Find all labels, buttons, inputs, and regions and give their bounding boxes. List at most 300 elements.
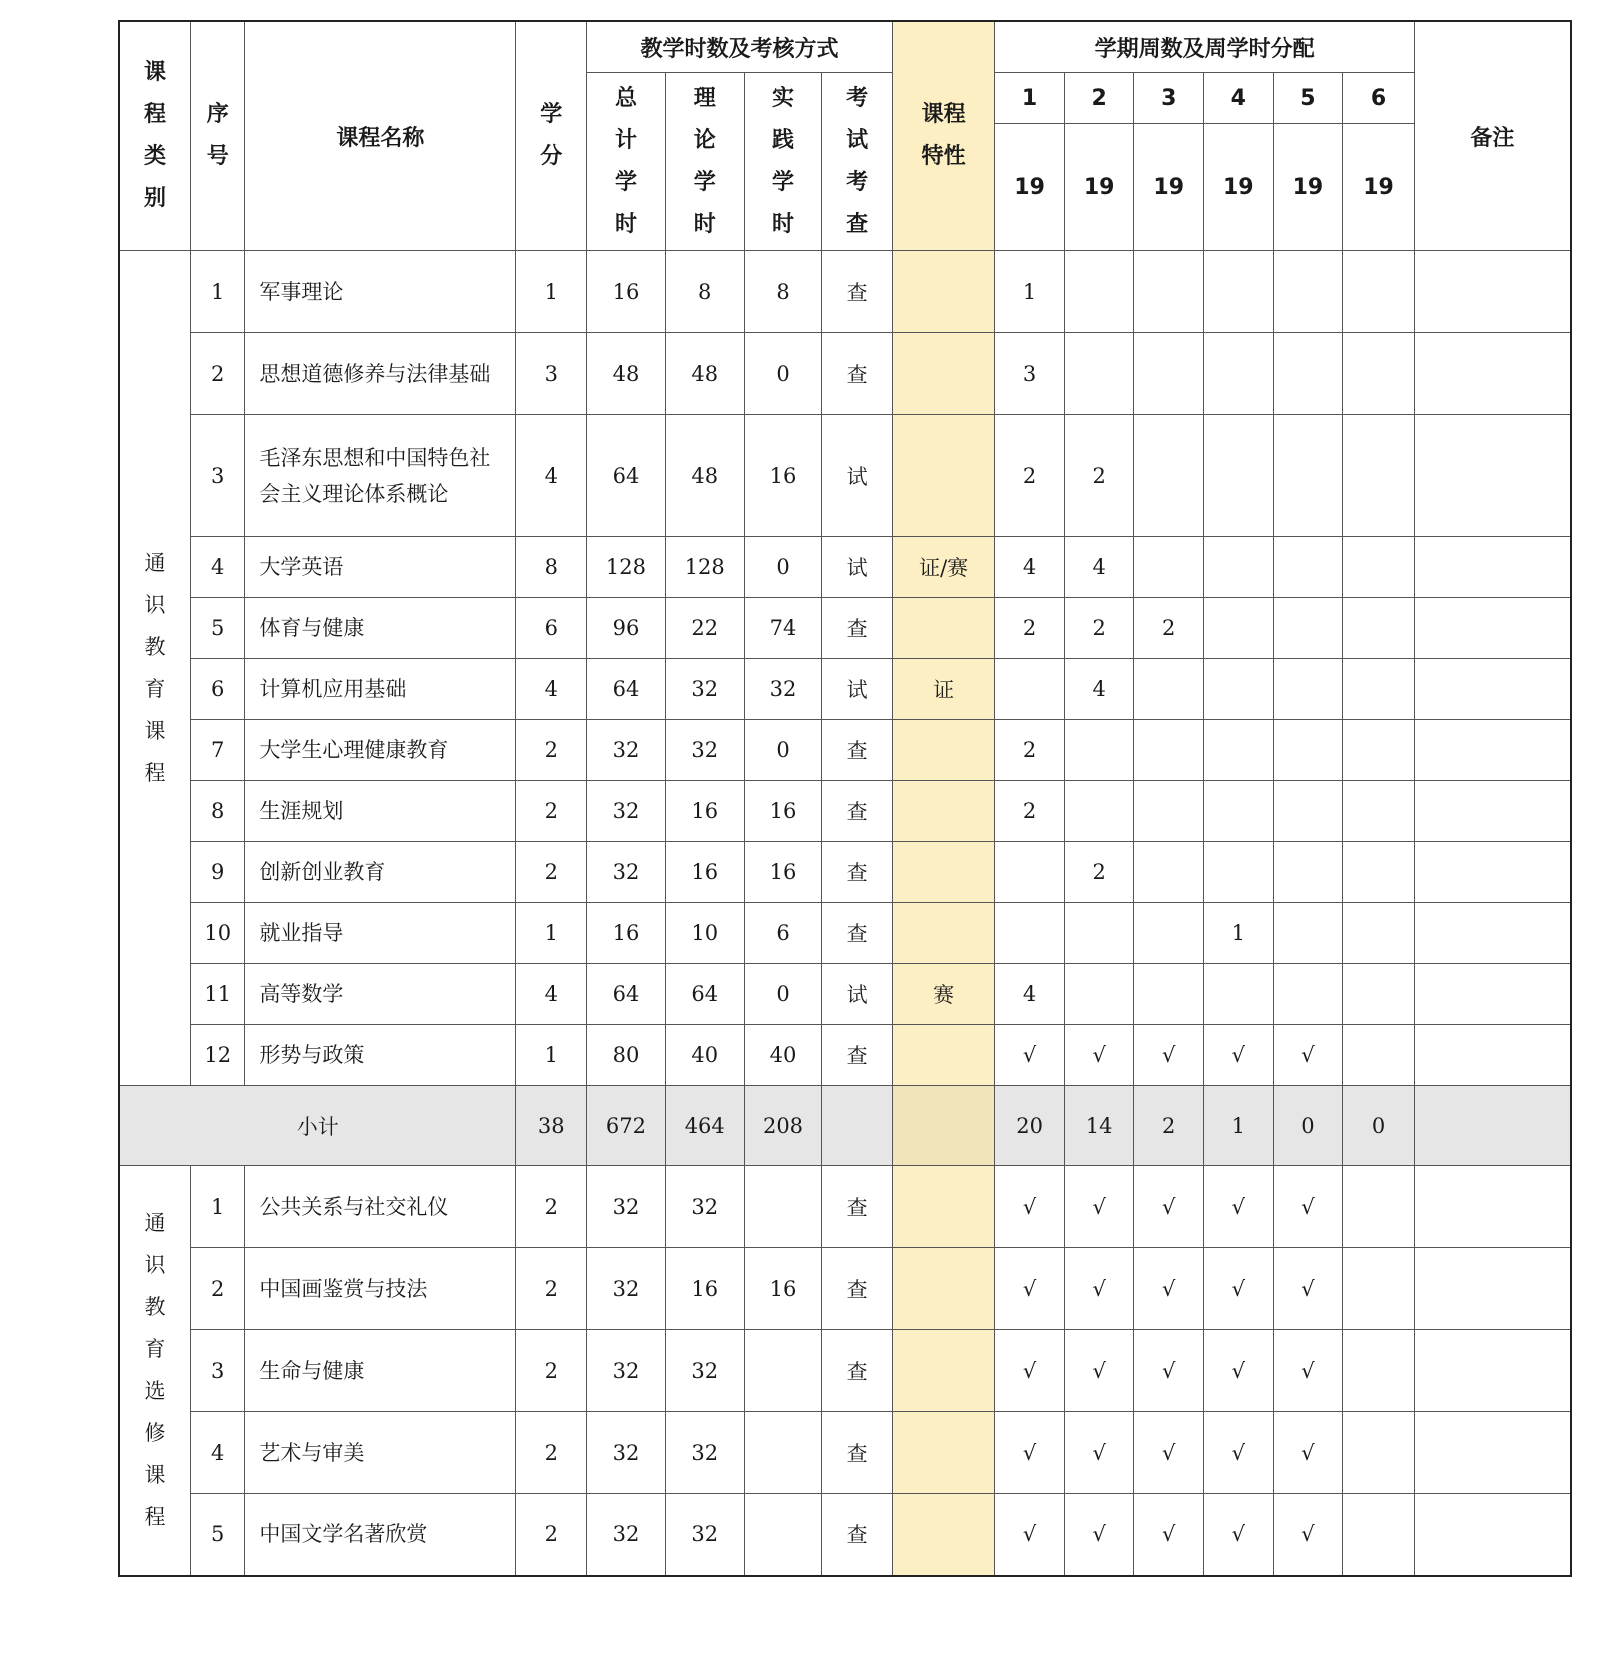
cell-semester-6 bbox=[1343, 251, 1415, 333]
cell-exam-type: 查 bbox=[822, 1330, 893, 1412]
cell-credit: 4 bbox=[516, 415, 587, 537]
cell-semester-4: √ bbox=[1204, 1330, 1274, 1412]
cell-feature bbox=[892, 903, 994, 964]
cell-remark bbox=[1414, 842, 1571, 903]
cell-semester-6 bbox=[1343, 537, 1415, 598]
table-body bbox=[119, 251, 1571, 1576]
cell-semester-6 bbox=[1343, 1330, 1415, 1412]
cell-semester-1: 4 bbox=[995, 964, 1065, 1025]
cell-semester-3: √ bbox=[1134, 1025, 1204, 1086]
cell-course-name: 生涯规划 bbox=[245, 781, 516, 842]
table-row bbox=[119, 781, 1571, 842]
cell-seq: 1 bbox=[191, 251, 245, 333]
cell-semester-4 bbox=[1204, 842, 1274, 903]
cell-credit: 2 bbox=[516, 720, 587, 781]
cell-exam-type: 查 bbox=[822, 598, 893, 659]
vertical-label-text: 理论学时 bbox=[693, 85, 716, 237]
cell-remark bbox=[1414, 537, 1571, 598]
cell-semester-6 bbox=[1343, 720, 1415, 781]
cell-total-hours: 32 bbox=[587, 720, 666, 781]
cell-credit: 1 bbox=[516, 251, 587, 333]
table-row bbox=[119, 720, 1571, 781]
cell-semester-3: 2 bbox=[1134, 598, 1204, 659]
cell-exam-type: 查 bbox=[822, 1412, 893, 1494]
cell-semester-5 bbox=[1273, 251, 1343, 333]
cell-theory-hours: 128 bbox=[665, 537, 744, 598]
cell-remark bbox=[1414, 251, 1571, 333]
table-row bbox=[119, 537, 1571, 598]
cell-seq: 11 bbox=[191, 964, 245, 1025]
cell-theory-hours: 32 bbox=[665, 1412, 744, 1494]
header-row-1 bbox=[119, 21, 1571, 73]
cell-course-name: 毛泽东思想和中国特色社会主义理论体系概论 bbox=[245, 415, 516, 537]
curriculum-table bbox=[118, 20, 1572, 1577]
cell-exam-type: 查 bbox=[822, 720, 893, 781]
cell-theory-hours: 16 bbox=[665, 1248, 744, 1330]
cell-course-name: 公共关系与社交礼仪 bbox=[245, 1166, 516, 1248]
table-row bbox=[119, 842, 1571, 903]
subtotal-label: 小计 bbox=[119, 1086, 516, 1166]
subtotal-s6: 0 bbox=[1343, 1086, 1415, 1166]
cell-semester-3 bbox=[1134, 537, 1204, 598]
header-semester-group: 学期周数及周学时分配 bbox=[995, 21, 1415, 73]
cell-semester-6 bbox=[1343, 333, 1415, 415]
cell-remark bbox=[1414, 1248, 1571, 1330]
cell-seq: 4 bbox=[191, 537, 245, 598]
cell-semester-4: 1 bbox=[1204, 903, 1274, 964]
cell-semester-5 bbox=[1273, 537, 1343, 598]
cell-semester-2: √ bbox=[1064, 1025, 1134, 1086]
cell-theory-hours: 48 bbox=[665, 333, 744, 415]
cell-credit: 2 bbox=[516, 781, 587, 842]
cell-remark bbox=[1414, 1330, 1571, 1412]
cell-seq: 5 bbox=[191, 598, 245, 659]
cell-total-hours: 48 bbox=[587, 333, 666, 415]
cell-semester-5 bbox=[1273, 964, 1343, 1025]
subtotal-theory: 464 bbox=[665, 1086, 744, 1166]
cell-feature: 证/赛 bbox=[892, 537, 994, 598]
cell-remark bbox=[1414, 333, 1571, 415]
cell-semester-3 bbox=[1134, 333, 1204, 415]
cell-course-name: 艺术与审美 bbox=[245, 1412, 516, 1494]
cell-semester-5: √ bbox=[1273, 1025, 1343, 1086]
header-weeks-2: 19 bbox=[1064, 124, 1134, 251]
cell-exam-type: 试 bbox=[822, 659, 893, 720]
cell-semester-5 bbox=[1273, 781, 1343, 842]
cell-semester-2: √ bbox=[1064, 1166, 1134, 1248]
cell-feature bbox=[892, 1025, 994, 1086]
cell-exam-type: 查 bbox=[822, 781, 893, 842]
header-practice-hours bbox=[744, 73, 822, 251]
cell-practice-hours: 0 bbox=[744, 537, 822, 598]
cell-seq: 6 bbox=[191, 659, 245, 720]
cell-semester-5 bbox=[1273, 598, 1343, 659]
header-weeks-5: 19 bbox=[1273, 124, 1343, 251]
subtotal-s1: 20 bbox=[995, 1086, 1065, 1166]
cell-semester-6 bbox=[1343, 598, 1415, 659]
cell-course-name: 军事理论 bbox=[245, 251, 516, 333]
cell-total-hours: 64 bbox=[587, 415, 666, 537]
cell-practice-hours: 0 bbox=[744, 333, 822, 415]
cell-credit: 6 bbox=[516, 598, 587, 659]
cell-semester-3: √ bbox=[1134, 1412, 1204, 1494]
cell-credit: 3 bbox=[516, 333, 587, 415]
table-row bbox=[119, 415, 1571, 537]
cell-seq: 2 bbox=[191, 1248, 245, 1330]
header-weeks-3: 19 bbox=[1134, 124, 1204, 251]
cell-semester-4 bbox=[1204, 333, 1274, 415]
cell-feature bbox=[892, 781, 994, 842]
cell-credit: 2 bbox=[516, 842, 587, 903]
cell-course-name: 形势与政策 bbox=[245, 1025, 516, 1086]
cell-semester-2 bbox=[1064, 964, 1134, 1025]
category-general-elective bbox=[119, 1166, 191, 1576]
cell-total-hours: 80 bbox=[587, 1025, 666, 1086]
table-row bbox=[119, 964, 1571, 1025]
cell-semester-2: 2 bbox=[1064, 598, 1134, 659]
cell-credit: 1 bbox=[516, 903, 587, 964]
cell-total-hours: 128 bbox=[587, 537, 666, 598]
cell-semester-3 bbox=[1134, 964, 1204, 1025]
cell-semester-5 bbox=[1273, 659, 1343, 720]
vertical-label-text: 实践学时 bbox=[771, 85, 794, 237]
cell-course-name: 就业指导 bbox=[245, 903, 516, 964]
vertical-label-text: 学分 bbox=[540, 102, 563, 169]
cell-exam-type: 试 bbox=[822, 537, 893, 598]
cell-credit: 2 bbox=[516, 1248, 587, 1330]
vertical-label-text: 考试考查 bbox=[846, 85, 869, 237]
table-row bbox=[119, 1494, 1571, 1576]
cell-semester-5 bbox=[1273, 333, 1343, 415]
cell-theory-hours: 40 bbox=[665, 1025, 744, 1086]
cell-semester-5: √ bbox=[1273, 1166, 1343, 1248]
cell-semester-1: √ bbox=[995, 1166, 1065, 1248]
cell-semester-1: √ bbox=[995, 1494, 1065, 1576]
table-row bbox=[119, 1248, 1571, 1330]
cell-semester-6 bbox=[1343, 1166, 1415, 1248]
cell-semester-4 bbox=[1204, 415, 1274, 537]
cell-remark bbox=[1414, 964, 1571, 1025]
vertical-label-text: 课程类别 bbox=[144, 60, 167, 211]
header-remark: 备注 bbox=[1414, 21, 1571, 251]
subtotal-remark bbox=[1414, 1086, 1571, 1166]
subtotal-s4: 1 bbox=[1204, 1086, 1274, 1166]
cell-total-hours: 32 bbox=[587, 781, 666, 842]
cell-course-name: 高等数学 bbox=[245, 964, 516, 1025]
cell-practice-hours: 16 bbox=[744, 781, 822, 842]
cell-semester-4: √ bbox=[1204, 1248, 1274, 1330]
header-course-name: 课程名称 bbox=[245, 21, 516, 251]
cell-semester-6 bbox=[1343, 903, 1415, 964]
cell-semester-5 bbox=[1273, 415, 1343, 537]
cell-semester-1: 2 bbox=[995, 415, 1065, 537]
cell-semester-4: √ bbox=[1204, 1166, 1274, 1248]
cell-semester-4 bbox=[1204, 251, 1274, 333]
cell-exam-type: 查 bbox=[822, 1248, 893, 1330]
cell-semester-4 bbox=[1204, 964, 1274, 1025]
subtotal-practice: 208 bbox=[744, 1086, 822, 1166]
cell-total-hours: 64 bbox=[587, 659, 666, 720]
header-semester-6: 6 bbox=[1343, 73, 1415, 124]
cell-feature bbox=[892, 1166, 994, 1248]
cell-semester-1: √ bbox=[995, 1412, 1065, 1494]
header-semester-3: 3 bbox=[1134, 73, 1204, 124]
cell-semester-2: √ bbox=[1064, 1248, 1134, 1330]
table-row bbox=[119, 659, 1571, 720]
cell-semester-5 bbox=[1273, 903, 1343, 964]
cell-semester-2: √ bbox=[1064, 1330, 1134, 1412]
category-general-required bbox=[119, 251, 191, 1086]
cell-semester-6 bbox=[1343, 781, 1415, 842]
cell-credit: 4 bbox=[516, 659, 587, 720]
cell-seq: 5 bbox=[191, 1494, 245, 1576]
header-semester-1: 1 bbox=[995, 73, 1065, 124]
cell-seq: 7 bbox=[191, 720, 245, 781]
cell-seq: 12 bbox=[191, 1025, 245, 1086]
cell-semester-5 bbox=[1273, 842, 1343, 903]
cell-exam-type: 试 bbox=[822, 415, 893, 537]
cell-practice-hours: 16 bbox=[744, 415, 822, 537]
cell-feature bbox=[892, 251, 994, 333]
cell-seq: 4 bbox=[191, 1412, 245, 1494]
cell-credit: 8 bbox=[516, 537, 587, 598]
cell-total-hours: 16 bbox=[587, 251, 666, 333]
cell-feature bbox=[892, 333, 994, 415]
cell-semester-1: 2 bbox=[995, 598, 1065, 659]
header-seq bbox=[191, 21, 245, 251]
cell-semester-2 bbox=[1064, 903, 1134, 964]
cell-semester-5 bbox=[1273, 720, 1343, 781]
cell-credit: 2 bbox=[516, 1412, 587, 1494]
table-row bbox=[119, 598, 1571, 659]
header-credit bbox=[516, 21, 587, 251]
cell-seq: 1 bbox=[191, 1166, 245, 1248]
cell-feature bbox=[892, 842, 994, 903]
cell-credit: 1 bbox=[516, 1025, 587, 1086]
cell-course-name: 思想道德修养与法律基础 bbox=[245, 333, 516, 415]
cell-remark bbox=[1414, 903, 1571, 964]
cell-practice-hours bbox=[744, 1330, 822, 1412]
cell-semester-1: 3 bbox=[995, 333, 1065, 415]
cell-total-hours: 64 bbox=[587, 964, 666, 1025]
cell-semester-2: √ bbox=[1064, 1494, 1134, 1576]
cell-feature bbox=[892, 1330, 994, 1412]
cell-seq: 9 bbox=[191, 842, 245, 903]
subtotal-total: 672 bbox=[587, 1086, 666, 1166]
cell-course-name: 体育与健康 bbox=[245, 598, 516, 659]
cell-theory-hours: 48 bbox=[665, 415, 744, 537]
cell-semester-3 bbox=[1134, 842, 1204, 903]
cell-remark bbox=[1414, 659, 1571, 720]
cell-total-hours: 32 bbox=[587, 1330, 666, 1412]
cell-semester-3 bbox=[1134, 415, 1204, 537]
vertical-label-text: 总计学时 bbox=[614, 85, 637, 237]
table-row bbox=[119, 1166, 1571, 1248]
cell-semester-2: 4 bbox=[1064, 537, 1134, 598]
cell-semester-1: √ bbox=[995, 1025, 1065, 1086]
cell-semester-6 bbox=[1343, 842, 1415, 903]
subtotal-feature bbox=[892, 1086, 994, 1166]
cell-semester-4 bbox=[1204, 720, 1274, 781]
cell-semester-3: √ bbox=[1134, 1166, 1204, 1248]
header-feature bbox=[892, 21, 994, 251]
cell-remark bbox=[1414, 598, 1571, 659]
cell-remark bbox=[1414, 781, 1571, 842]
cell-exam-type: 查 bbox=[822, 903, 893, 964]
cell-remark bbox=[1414, 1494, 1571, 1576]
cell-semester-3 bbox=[1134, 903, 1204, 964]
vertical-label-text: 通识教育课程 bbox=[144, 551, 166, 785]
cell-semester-4 bbox=[1204, 659, 1274, 720]
subtotal-s2: 14 bbox=[1064, 1086, 1134, 1166]
cell-credit: 2 bbox=[516, 1166, 587, 1248]
cell-exam-type: 查 bbox=[822, 842, 893, 903]
cell-semester-1: √ bbox=[995, 1330, 1065, 1412]
cell-semester-4: √ bbox=[1204, 1412, 1274, 1494]
cell-exam-type: 查 bbox=[822, 1494, 893, 1576]
cell-semester-1: 1 bbox=[995, 251, 1065, 333]
cell-course-name: 计算机应用基础 bbox=[245, 659, 516, 720]
cell-practice-hours bbox=[744, 1166, 822, 1248]
header-semester-2: 2 bbox=[1064, 73, 1134, 124]
cell-seq: 10 bbox=[191, 903, 245, 964]
header-hours-group: 教学时数及考核方式 bbox=[587, 21, 893, 73]
cell-exam-type: 查 bbox=[822, 1025, 893, 1086]
header-total-hours bbox=[587, 73, 666, 251]
cell-theory-hours: 22 bbox=[665, 598, 744, 659]
cell-semester-5: √ bbox=[1273, 1412, 1343, 1494]
cell-practice-hours: 32 bbox=[744, 659, 822, 720]
vertical-label-text: 通识教育选修课程 bbox=[144, 1211, 166, 1530]
header-category bbox=[119, 21, 191, 251]
cell-seq: 3 bbox=[191, 1330, 245, 1412]
cell-semester-6 bbox=[1343, 1412, 1415, 1494]
cell-total-hours: 32 bbox=[587, 1166, 666, 1248]
subtotal-credit: 38 bbox=[516, 1086, 587, 1166]
cell-feature bbox=[892, 1494, 994, 1576]
cell-remark bbox=[1414, 1025, 1571, 1086]
cell-course-name: 大学英语 bbox=[245, 537, 516, 598]
cell-total-hours: 32 bbox=[587, 842, 666, 903]
cell-exam-type: 查 bbox=[822, 333, 893, 415]
cell-theory-hours: 16 bbox=[665, 842, 744, 903]
cell-semester-3 bbox=[1134, 781, 1204, 842]
cell-semester-4 bbox=[1204, 598, 1274, 659]
cell-semester-4 bbox=[1204, 781, 1274, 842]
cell-total-hours: 32 bbox=[587, 1412, 666, 1494]
cell-theory-hours: 10 bbox=[665, 903, 744, 964]
cell-semester-6 bbox=[1343, 964, 1415, 1025]
cell-semester-5: √ bbox=[1273, 1494, 1343, 1576]
cell-credit: 2 bbox=[516, 1494, 587, 1576]
subtotal-exam bbox=[822, 1086, 893, 1166]
cell-semester-3: √ bbox=[1134, 1330, 1204, 1412]
cell-course-name: 创新创业教育 bbox=[245, 842, 516, 903]
cell-semester-1 bbox=[995, 659, 1065, 720]
cell-semester-3: √ bbox=[1134, 1494, 1204, 1576]
cell-semester-6 bbox=[1343, 415, 1415, 537]
cell-practice-hours: 16 bbox=[744, 842, 822, 903]
cell-practice-hours: 0 bbox=[744, 964, 822, 1025]
cell-semester-3 bbox=[1134, 659, 1204, 720]
cell-theory-hours: 32 bbox=[665, 1166, 744, 1248]
table-row bbox=[119, 903, 1571, 964]
cell-semester-4: √ bbox=[1204, 1494, 1274, 1576]
cell-semester-4 bbox=[1204, 537, 1274, 598]
cell-semester-2: 2 bbox=[1064, 842, 1134, 903]
cell-semester-6 bbox=[1343, 659, 1415, 720]
cell-feature: 证 bbox=[892, 659, 994, 720]
header-weeks-4: 19 bbox=[1204, 124, 1274, 251]
cell-semester-1: 2 bbox=[995, 720, 1065, 781]
header-feature-text: 课程特性 bbox=[921, 102, 966, 169]
cell-semester-1: 2 bbox=[995, 781, 1065, 842]
cell-credit: 2 bbox=[516, 1330, 587, 1412]
cell-total-hours: 32 bbox=[587, 1248, 666, 1330]
cell-total-hours: 16 bbox=[587, 903, 666, 964]
cell-theory-hours: 16 bbox=[665, 781, 744, 842]
cell-feature bbox=[892, 720, 994, 781]
header-semester-4: 4 bbox=[1204, 73, 1274, 124]
cell-practice-hours: 16 bbox=[744, 1248, 822, 1330]
cell-semester-6 bbox=[1343, 1494, 1415, 1576]
cell-exam-type: 试 bbox=[822, 964, 893, 1025]
cell-exam-type: 查 bbox=[822, 251, 893, 333]
cell-semester-3: √ bbox=[1134, 1248, 1204, 1330]
cell-semester-2: √ bbox=[1064, 1412, 1134, 1494]
header-theory-hours bbox=[665, 73, 744, 251]
cell-semester-1 bbox=[995, 842, 1065, 903]
table-row bbox=[119, 1412, 1571, 1494]
cell-semester-2 bbox=[1064, 720, 1134, 781]
cell-theory-hours: 8 bbox=[665, 251, 744, 333]
cell-exam-type: 查 bbox=[822, 1166, 893, 1248]
cell-semester-6 bbox=[1343, 1248, 1415, 1330]
cell-theory-hours: 32 bbox=[665, 1330, 744, 1412]
cell-practice-hours: 6 bbox=[744, 903, 822, 964]
subtotal-row bbox=[119, 1086, 1571, 1166]
header-exam bbox=[822, 73, 893, 251]
cell-feature: 赛 bbox=[892, 964, 994, 1025]
subtotal-s5: 0 bbox=[1273, 1086, 1343, 1166]
cell-remark bbox=[1414, 1412, 1571, 1494]
cell-total-hours: 32 bbox=[587, 1494, 666, 1576]
cell-practice-hours: 40 bbox=[744, 1025, 822, 1086]
cell-feature bbox=[892, 415, 994, 537]
cell-practice-hours bbox=[744, 1494, 822, 1576]
cell-practice-hours bbox=[744, 1412, 822, 1494]
cell-semester-3 bbox=[1134, 720, 1204, 781]
cell-remark bbox=[1414, 415, 1571, 537]
cell-semester-6 bbox=[1343, 1025, 1415, 1086]
cell-semester-5: √ bbox=[1273, 1248, 1343, 1330]
vertical-label-text: 序号 bbox=[206, 102, 229, 169]
header-semester-5: 5 bbox=[1273, 73, 1343, 124]
cell-semester-2 bbox=[1064, 251, 1134, 333]
table-row bbox=[119, 1025, 1571, 1086]
cell-semester-1 bbox=[995, 903, 1065, 964]
cell-feature bbox=[892, 598, 994, 659]
cell-total-hours: 96 bbox=[587, 598, 666, 659]
cell-remark bbox=[1414, 720, 1571, 781]
cell-semester-2: 4 bbox=[1064, 659, 1134, 720]
cell-practice-hours: 0 bbox=[744, 720, 822, 781]
cell-semester-3 bbox=[1134, 251, 1204, 333]
cell-practice-hours: 8 bbox=[744, 251, 822, 333]
cell-practice-hours: 74 bbox=[744, 598, 822, 659]
cell-remark bbox=[1414, 1166, 1571, 1248]
table-row bbox=[119, 333, 1571, 415]
